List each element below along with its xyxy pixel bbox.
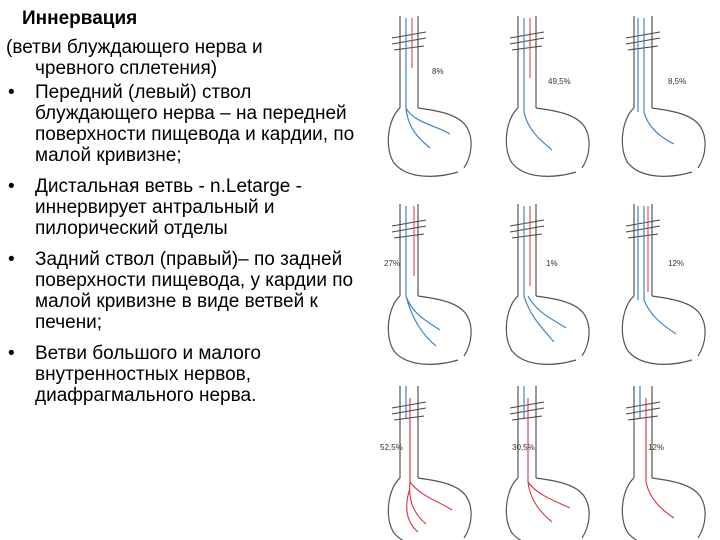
- variant-percent-label: 52,5%: [380, 443, 403, 452]
- variant-percent-label: 1%: [546, 259, 558, 268]
- variant-percent-label: 30,5%: [512, 443, 535, 452]
- bullet-marker: •: [8, 249, 15, 270]
- variant-percent-label: 49,5%: [548, 77, 571, 86]
- bullet-item: [6, 82, 370, 166]
- bullet-item: [6, 249, 370, 333]
- diagram-7: [380, 386, 471, 540]
- slide-subtitle: [6, 37, 362, 79]
- slide-title: Иннервация: [22, 8, 138, 29]
- bullet-text: Передний (левый) ствол блуждающего нерва – на передней поверхности пищевода и кардии, по малой кривизне;: [35, 82, 355, 166]
- bullet-item: [6, 176, 370, 239]
- diagram-8: [506, 386, 589, 540]
- bullet-marker: •: [8, 343, 15, 364]
- vagus-nerve-variants-diagram: [368, 0, 720, 540]
- variant-percent-label: 27%: [384, 259, 401, 268]
- bullet-list: [6, 82, 370, 416]
- diagram-4: [384, 204, 471, 364]
- bullet-marker: •: [8, 176, 15, 197]
- bullet-text: Задний ствол (правый)– по задней поверхности пищевода, у кардии по малой кривизне в виде ветвей к печени;: [35, 249, 354, 333]
- bullet-text: Дистальная ветвь - n.Letarge - иннервирует антральный и пилорический отделы: [35, 176, 302, 239]
- variant-percent-label: 12%: [648, 443, 665, 452]
- bullet-marker: •: [8, 82, 15, 103]
- diagram-6: [622, 204, 705, 364]
- variant-percent-label: 12%: [668, 259, 685, 268]
- diagram-1: [388, 16, 471, 176]
- subtitle-line-2: чревного сплетения): [35, 58, 218, 79]
- diagram-5: [506, 204, 589, 364]
- diagram-9: [622, 386, 705, 540]
- diagram-2: [506, 16, 589, 176]
- bullet-text: Ветви большого и малого внутренностных нервов, диафрагмального нерва.: [35, 343, 261, 406]
- variant-percent-label: 8,5%: [668, 77, 687, 86]
- diagram-3: [622, 16, 705, 176]
- subtitle-line-1: (ветви блуждающего нерва и: [6, 37, 263, 58]
- variant-percent-label: 8%: [432, 67, 444, 76]
- bullet-item: [6, 343, 370, 406]
